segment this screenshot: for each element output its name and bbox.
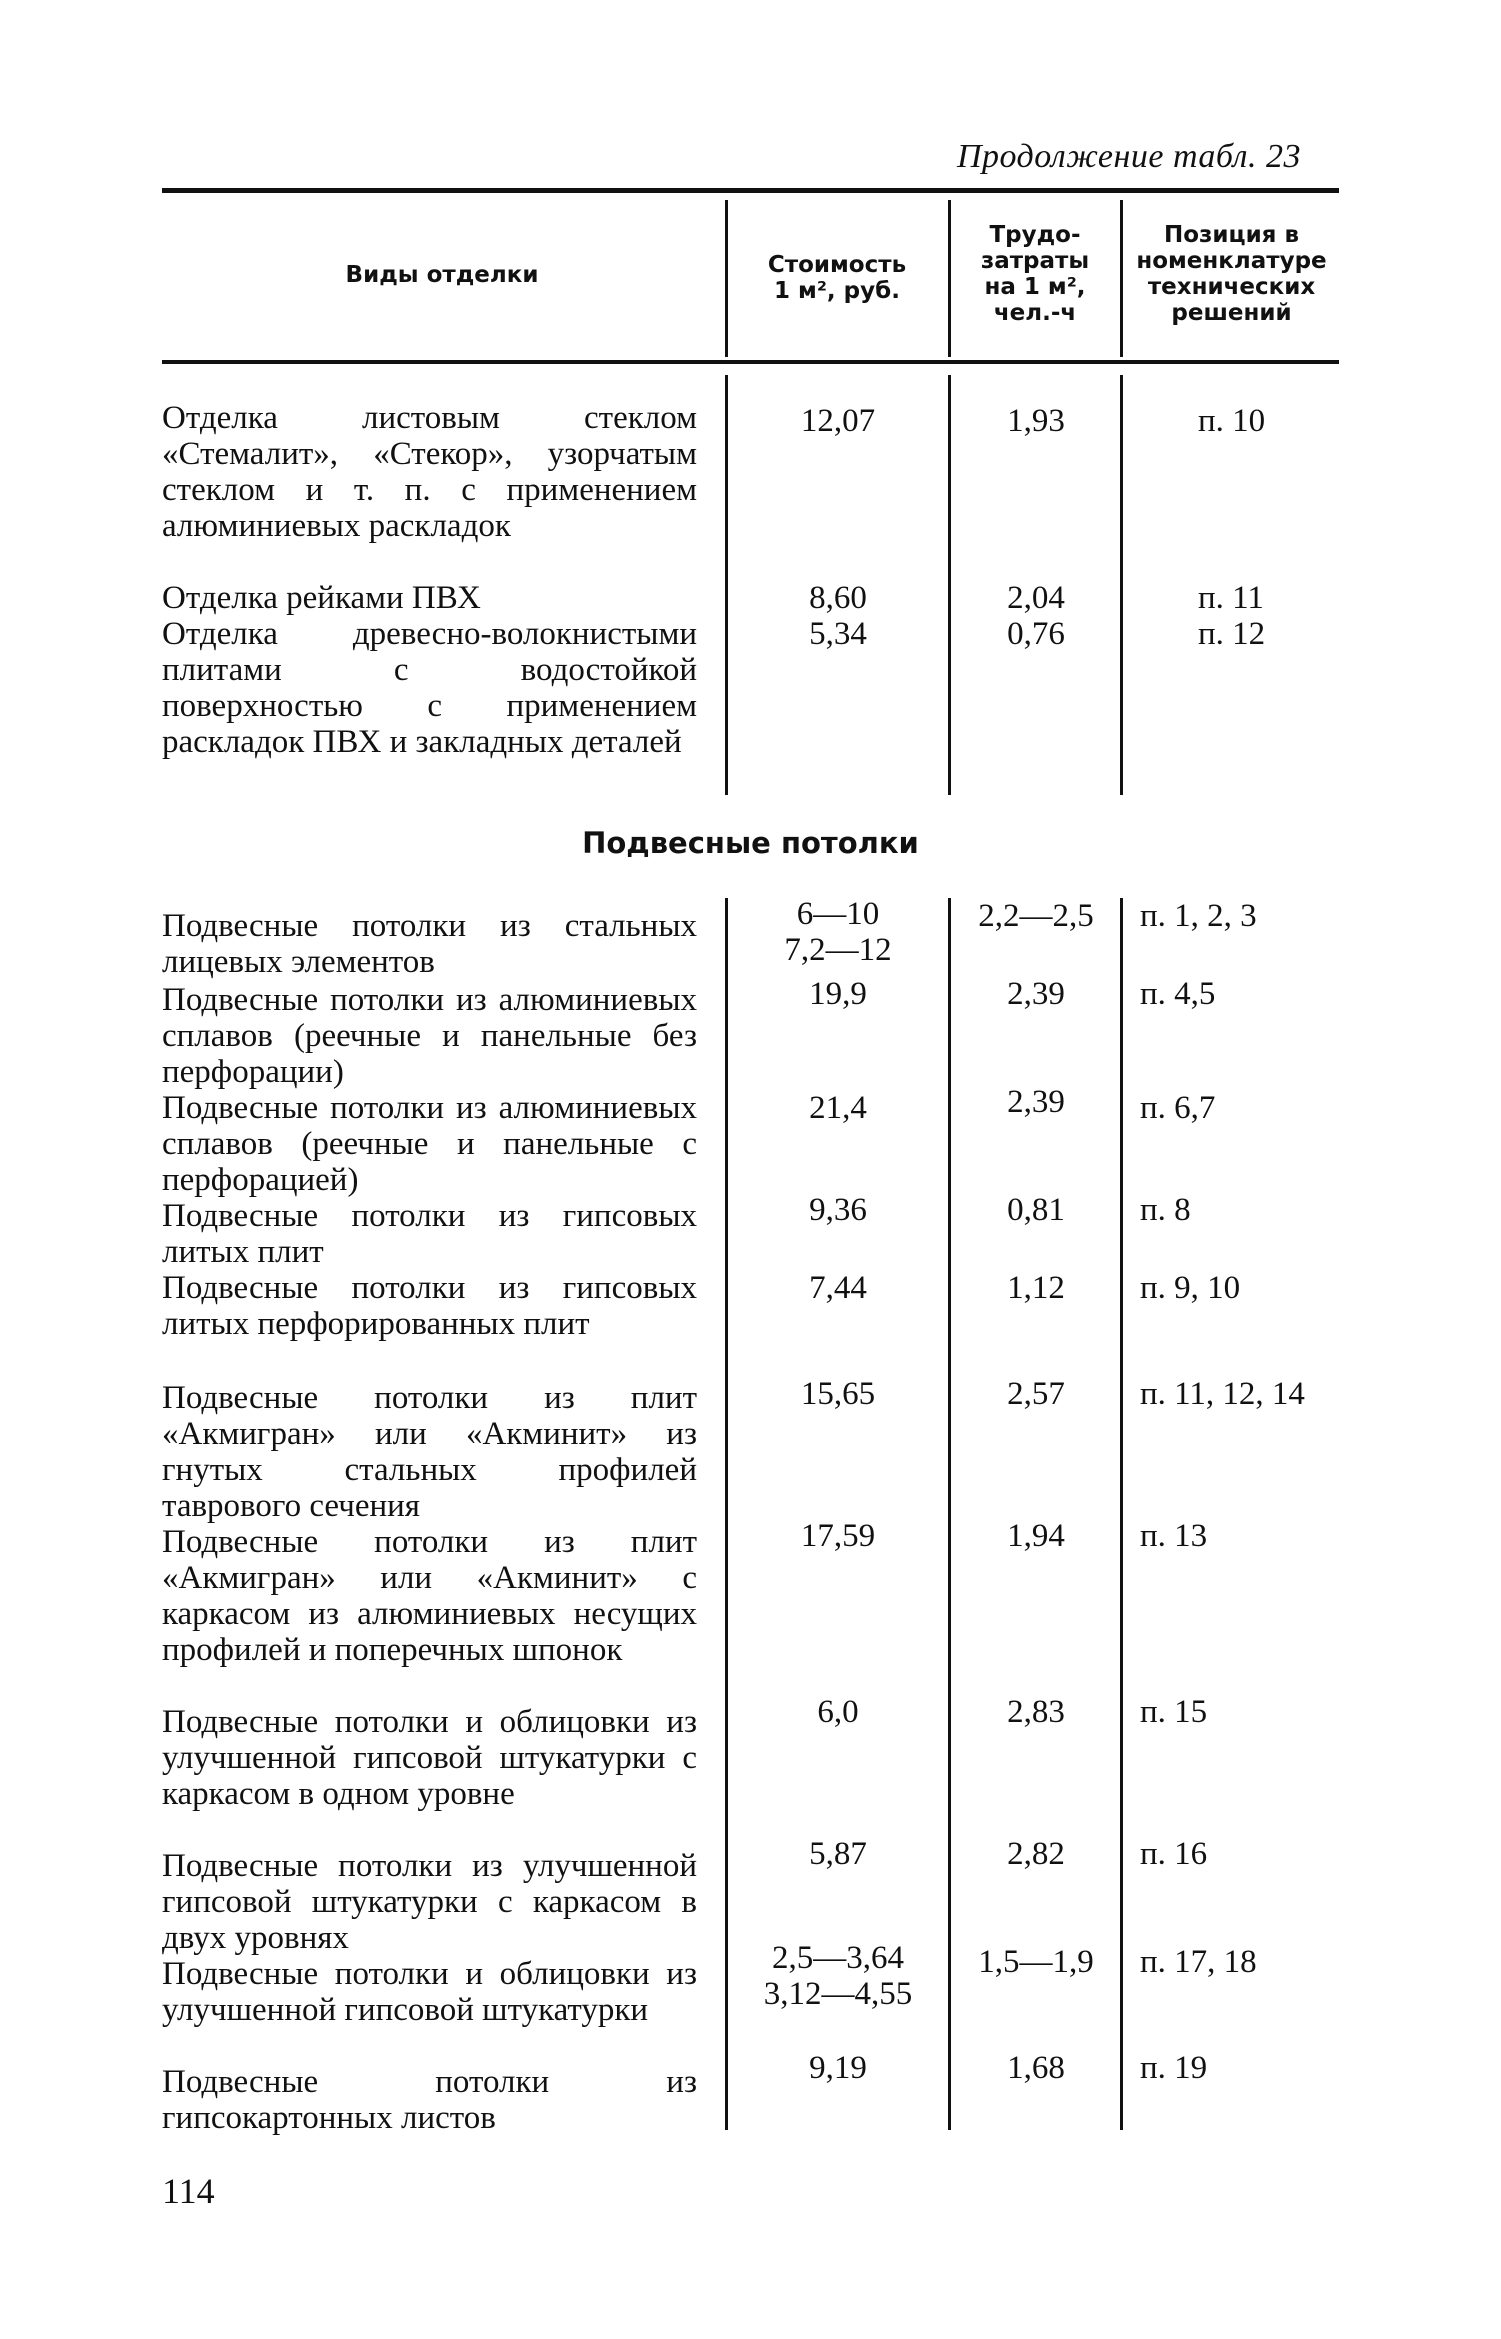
row-position: п. 6,7 (1140, 1090, 1216, 1126)
row-labor: 2,57 (1007, 1376, 1065, 1412)
row-position: п. 8 (1140, 1192, 1191, 1228)
row-labor: 2,82 (1007, 1836, 1065, 1872)
column-separator (1120, 898, 1123, 2130)
row-description: Подвесные потолки из алюминиевых сплавов (реечные и панельные с перфорацией) (162, 1090, 697, 1198)
row-cost: 15,65 (800, 1376, 876, 1412)
row-description: Подвесные потолки и облицовки из улучшенной гипсовой штукатурки (162, 1956, 697, 2028)
row-cost: 17,59 (800, 1518, 876, 1554)
row-cost: 8,60 (809, 580, 867, 616)
row-cost: 19,9 (809, 976, 867, 1012)
row-description: Подвесные потолки из стальных лицевых элементов (162, 908, 697, 980)
row-cost: 6—10 7,2—12 (784, 896, 892, 968)
row-position: п. 13 (1140, 1518, 1208, 1554)
row-labor: 2,39 (1007, 1084, 1065, 1120)
row-description: Отделка рейками ПВХ (162, 580, 481, 616)
row-description: Подвесные потолки из улучшенной гипсовой штукатурки с каркасом в двух уровнях (162, 1848, 697, 1956)
row-description: Подвесные потолки и облицовки из улучшенной гипсовой штукатурки с каркасом в одном уровне (162, 1704, 697, 1812)
row-cost: 6,0 (817, 1694, 859, 1730)
row-position: п. 9, 10 (1140, 1270, 1241, 1306)
row-position: п. 1, 2, 3 (1140, 898, 1257, 934)
row-labor: 0,81 (1007, 1192, 1065, 1228)
header-cost: Стоимость 1 м², руб. (767, 252, 907, 304)
row-description: Подвесные потолки из гипсокартонных листов (162, 2064, 697, 2136)
row-cost: 9,36 (809, 1192, 867, 1228)
header-separator (948, 200, 951, 357)
row-labor: 1,12 (1007, 1270, 1065, 1306)
table-caption: Продолжение табл. 23 (956, 138, 1301, 175)
header-position: Позиция в номенклатуре технических решений (1136, 222, 1327, 326)
row-position: п. 4,5 (1140, 976, 1216, 1012)
row-cost: 9,19 (809, 2050, 867, 2086)
row-position: п. 10 (1198, 403, 1266, 439)
row-labor: 1,94 (1007, 1518, 1065, 1554)
row-cost: 2,5—3,64 3,12—4,55 (763, 1940, 913, 2012)
row-position: п. 11, 12, 14 (1140, 1376, 1305, 1412)
header-labor: Трудо- затраты на 1 м², чел.-ч (980, 222, 1090, 326)
header-bottom-rule (162, 360, 1339, 364)
column-separator (948, 375, 951, 795)
row-cost: 5,34 (809, 616, 867, 652)
row-labor: 1,68 (1007, 2050, 1065, 2086)
row-position: п. 12 (1198, 616, 1266, 652)
row-position: п. 16 (1140, 1836, 1208, 1872)
column-separator (948, 898, 951, 2130)
row-labor: 2,2—2,5 (978, 898, 1094, 934)
row-labor: 2,04 (1007, 580, 1065, 616)
row-labor: 1,5—1,9 (978, 1944, 1094, 1980)
row-description: Отделка древесно-волокнистыми плитами с водостойкой поверхностью с применением раскладок ПВХ и закладных деталей (162, 616, 697, 760)
row-position: п. 11 (1198, 580, 1264, 616)
row-position: п. 17, 18 (1140, 1944, 1257, 1980)
row-cost: 21,4 (809, 1090, 867, 1126)
row-description: Подвесные потолки из гипсовых литых плит (162, 1198, 697, 1270)
row-position: п. 19 (1140, 2050, 1208, 2086)
header-separator (1120, 200, 1123, 357)
column-separator (1120, 375, 1123, 795)
row-description: Подвесные потолки из плит «Акмигран» или «Акминит» с каркасом из алюминиевых несущих профилей и поперечных шпонок (162, 1524, 697, 1668)
section-title: Подвесные потолки (582, 826, 919, 860)
row-labor: 2,83 (1007, 1694, 1065, 1730)
row-description: Отделка листовым стеклом «Стемалит», «Стекор», узорчатым стеклом и т. п. с применением алюминиевых раскладок (162, 400, 697, 544)
row-labor: 1,93 (1007, 403, 1065, 439)
row-cost: 5,87 (809, 1836, 867, 1872)
row-labor: 0,76 (1007, 616, 1065, 652)
row-position: п. 15 (1140, 1694, 1208, 1730)
table-top-rule (162, 188, 1339, 193)
page-number: 114 (162, 2171, 215, 2211)
row-labor: 2,39 (1007, 976, 1065, 1012)
row-description: Подвесные потолки из алюминиевых сплавов (реечные и панельные без перфорации) (162, 982, 697, 1090)
row-cost: 7,44 (809, 1270, 867, 1306)
row-cost: 12,07 (800, 403, 876, 439)
row-description: Подвесные потолки из гипсовых литых перфорированных плит (162, 1270, 697, 1342)
header-finish-type: Виды отделки (345, 262, 539, 288)
row-description: Подвесные потолки из плит «Акмигран» или «Акминит» из гнутых стальных профилей таврового сечения (162, 1380, 697, 1524)
